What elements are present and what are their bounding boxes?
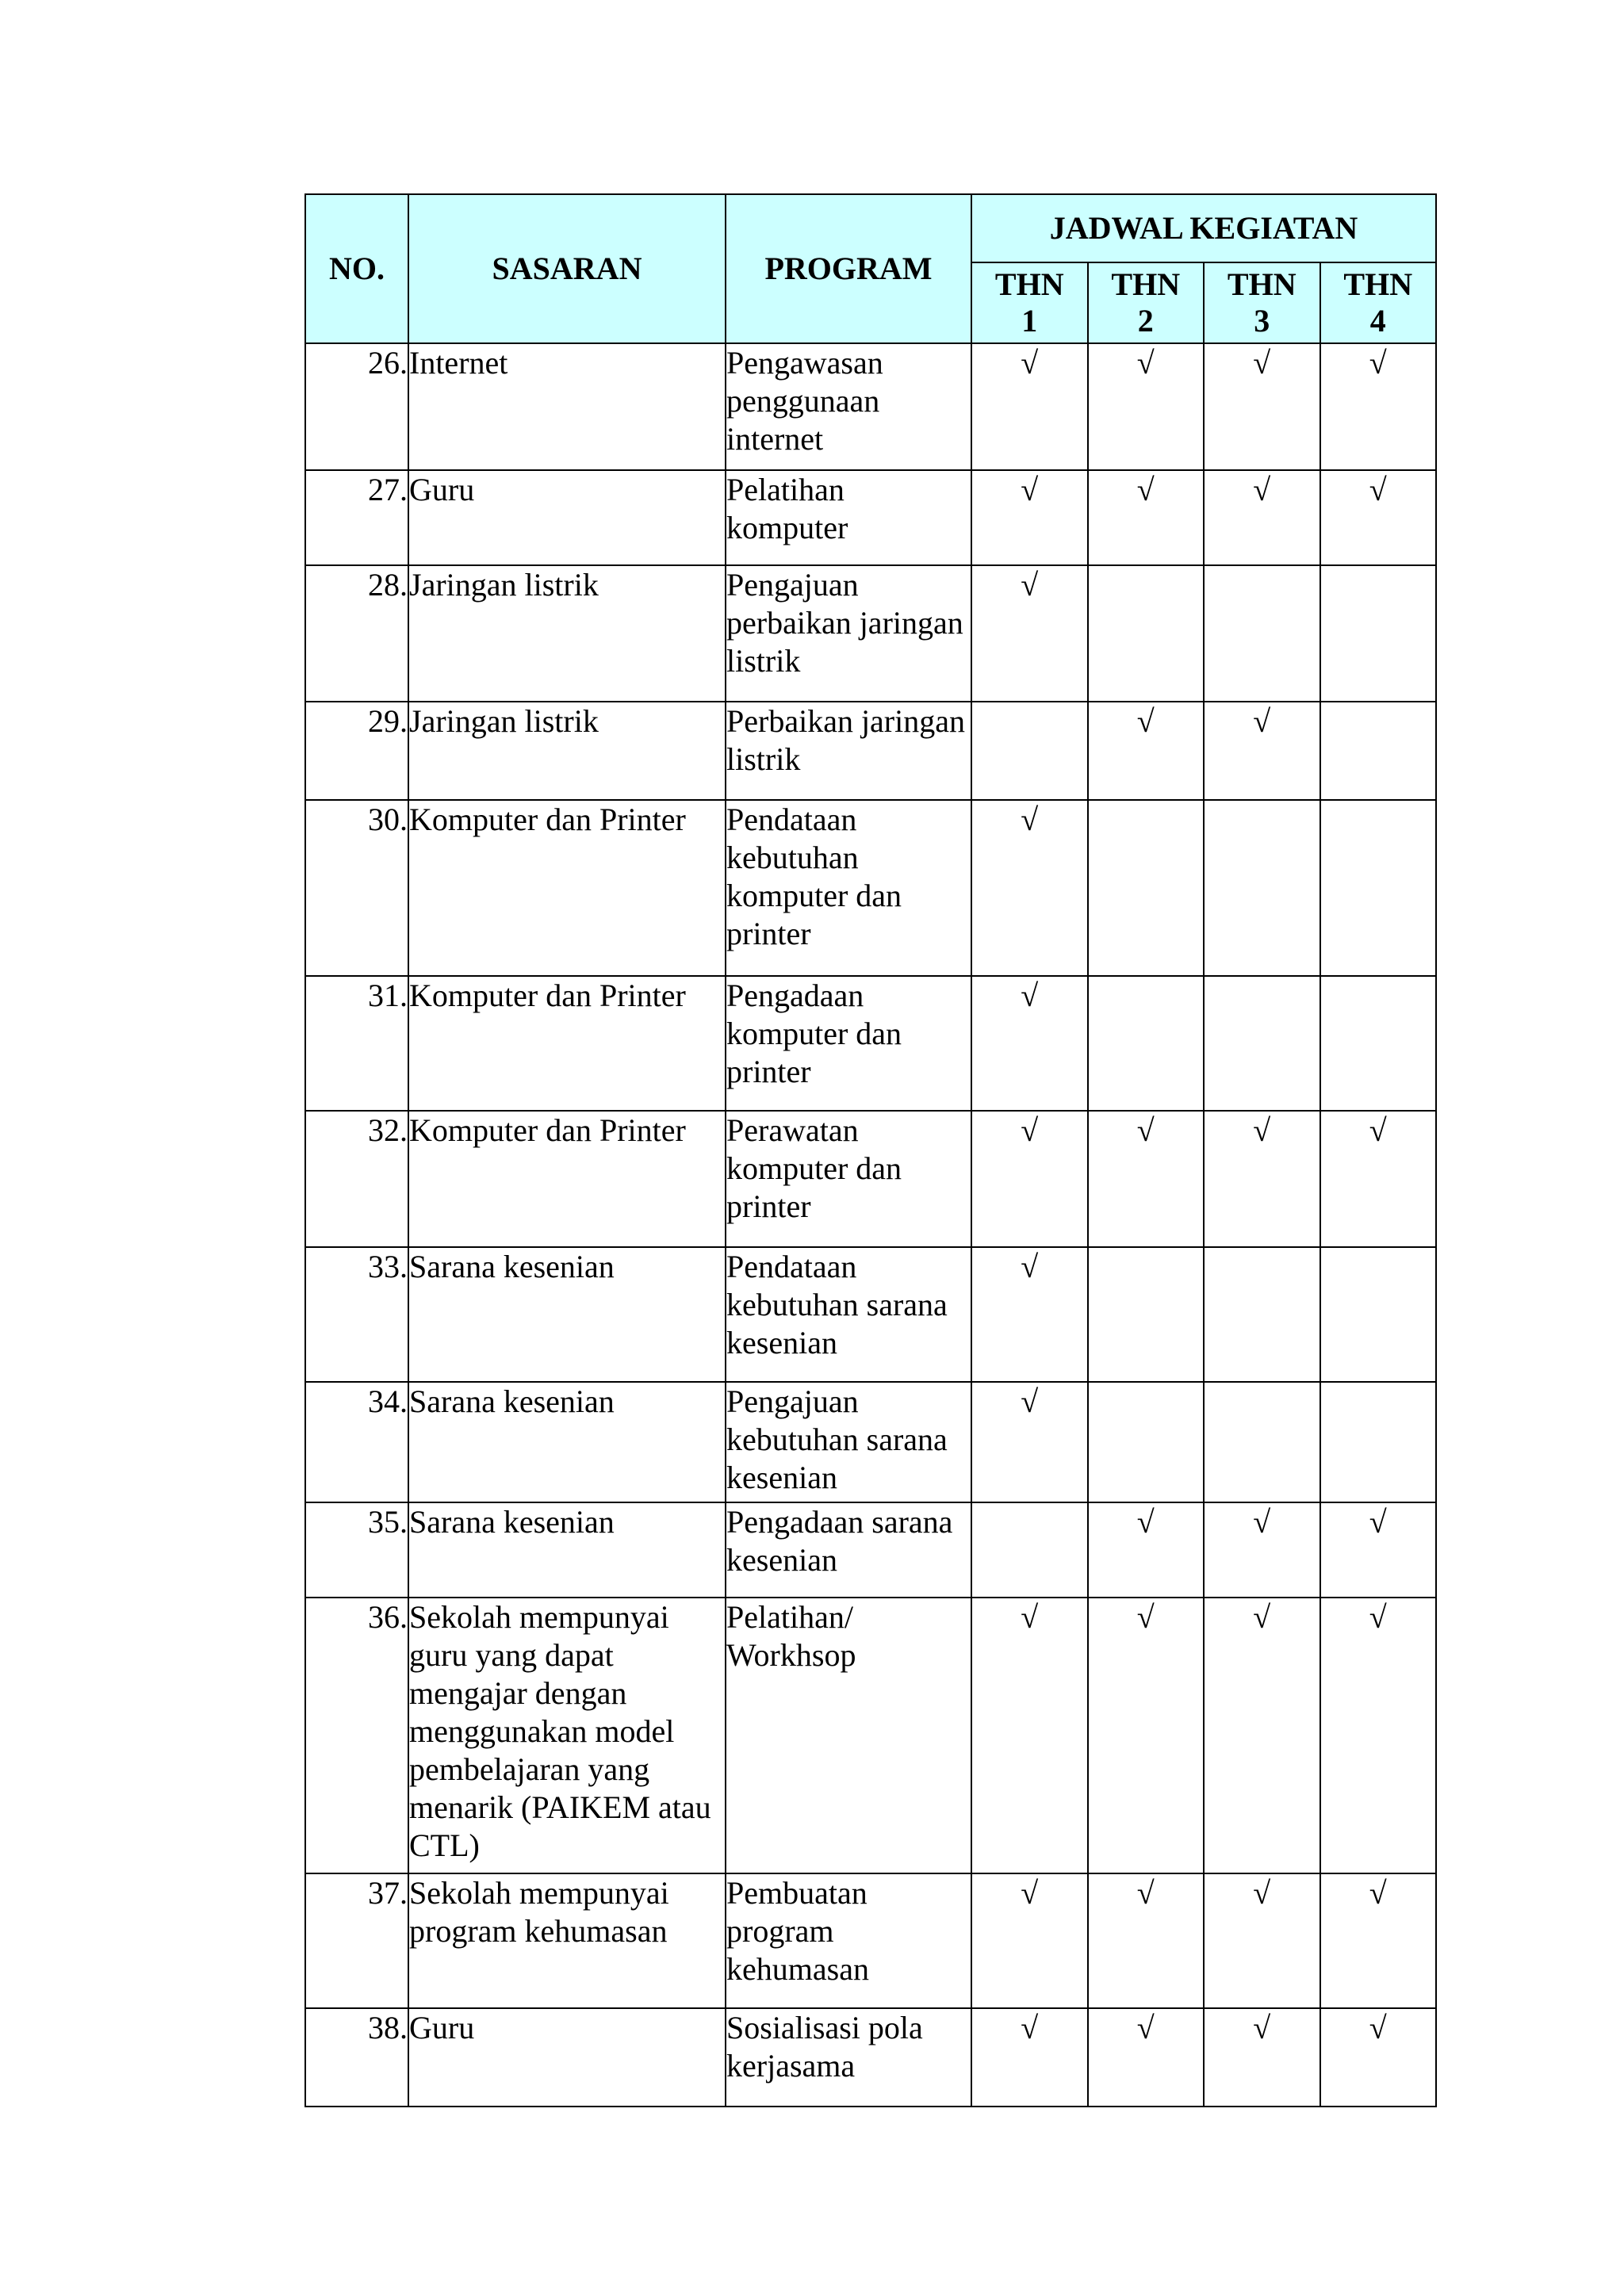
check-mark-icon: √ <box>1369 2010 1387 2045</box>
check-mark-icon: √ <box>1253 703 1271 739</box>
schedule-cell-year-3 <box>1204 1382 1320 1502</box>
table-row <box>305 1247 1436 1382</box>
check-mark-icon: √ <box>1021 472 1039 507</box>
schedule-cell-year-3 <box>1204 470 1320 565</box>
row-sasaran: Sarana kesenian <box>408 1247 726 1382</box>
header-year-number: 2 <box>1137 303 1154 339</box>
schedule-cell-year-1 <box>971 1502 1088 1598</box>
schedule-cell-year-1 <box>971 800 1088 976</box>
table-row <box>305 565 1436 702</box>
schedule-cell-year-3 <box>1204 1502 1320 1598</box>
check-mark-icon: √ <box>1136 2010 1155 2045</box>
row-number: 29. <box>305 702 408 800</box>
check-mark-icon: √ <box>1136 1875 1155 1911</box>
row-number: 38. <box>305 2008 408 2107</box>
row-number: 30. <box>305 800 408 976</box>
row-sasaran: Komputer dan Printer <box>408 976 726 1111</box>
header-no: NO. <box>305 194 408 343</box>
row-sasaran: Jaringan listrik <box>408 702 726 800</box>
schedule-cell-year-3 <box>1204 1873 1320 2008</box>
row-program: Pendataan kebutuhan sarana kesenian <box>726 1247 971 1382</box>
schedule-cell-year-4 <box>1320 1382 1437 1502</box>
row-program: Pengawasan penggunaan internet <box>726 343 971 470</box>
schedule-cell-year-1 <box>971 343 1088 470</box>
header-year-1 <box>971 262 1088 343</box>
schedule-cell-year-2 <box>1088 1873 1205 2008</box>
schedule-cell-year-3 <box>1204 702 1320 800</box>
check-mark-icon: √ <box>1369 472 1387 507</box>
row-sasaran: Internet <box>408 343 726 470</box>
table-row <box>305 470 1436 565</box>
schedule-cell-year-3 <box>1204 976 1320 1111</box>
schedule-cell-year-2 <box>1088 565 1205 702</box>
check-mark-icon: √ <box>1021 1249 1039 1284</box>
schedule-cell-year-2 <box>1088 1598 1205 1873</box>
table-row <box>305 976 1436 1111</box>
schedule-cell-year-4 <box>1320 1873 1437 2008</box>
row-number: 28. <box>305 565 408 702</box>
row-sasaran: Sarana kesenian <box>408 1382 726 1502</box>
schedule-cell-year-2 <box>1088 1502 1205 1598</box>
check-mark-icon: √ <box>1021 978 1039 1013</box>
schedule-cell-year-1 <box>971 2008 1088 2107</box>
check-mark-icon: √ <box>1136 472 1155 507</box>
check-mark-icon: √ <box>1136 345 1155 381</box>
row-number: 27. <box>305 470 408 565</box>
row-program: Perawatan komputer dan printer <box>726 1111 971 1247</box>
check-mark-icon: √ <box>1253 2010 1271 2045</box>
schedule-cell-year-4 <box>1320 565 1437 702</box>
check-mark-icon: √ <box>1021 1599 1039 1635</box>
header-year-number: 4 <box>1369 303 1386 339</box>
row-sasaran: Jaringan listrik <box>408 565 726 702</box>
header-year-prefix: THN <box>1343 266 1413 302</box>
schedule-cell-year-4 <box>1320 702 1437 800</box>
schedule-cell-year-1 <box>971 1382 1088 1502</box>
row-program: Sosialisasi pola kerjasama <box>726 2008 971 2107</box>
schedule-cell-year-4 <box>1320 2008 1437 2107</box>
header-year-2 <box>1088 262 1205 343</box>
row-sasaran: Sarana kesenian <box>408 1502 726 1598</box>
schedule-cell-year-2 <box>1088 1247 1205 1382</box>
check-mark-icon: √ <box>1253 1504 1271 1540</box>
check-mark-icon: √ <box>1021 2010 1039 2045</box>
schedule-cell-year-1 <box>971 565 1088 702</box>
row-number: 37. <box>305 1873 408 2008</box>
schedule-cell-year-3 <box>1204 1111 1320 1247</box>
row-sasaran: Komputer dan Printer <box>408 1111 726 1247</box>
check-mark-icon: √ <box>1369 1875 1387 1911</box>
row-number: 31. <box>305 976 408 1111</box>
schedule-table <box>304 193 1437 2107</box>
header-year-number: 3 <box>1254 303 1270 339</box>
schedule-cell-year-3 <box>1204 800 1320 976</box>
header-year-prefix: THN <box>1111 266 1181 302</box>
check-mark-icon: √ <box>1253 1112 1271 1148</box>
row-program: Pelatihan/ Workhsop <box>726 1598 971 1873</box>
row-number: 34. <box>305 1382 408 1502</box>
schedule-cell-year-1 <box>971 702 1088 800</box>
table-row <box>305 1598 1436 1873</box>
schedule-cell-year-2 <box>1088 976 1205 1111</box>
row-number: 26. <box>305 343 408 470</box>
schedule-cell-year-2 <box>1088 1382 1205 1502</box>
row-sasaran: Guru <box>408 470 726 565</box>
check-mark-icon: √ <box>1021 1875 1039 1911</box>
check-mark-icon: √ <box>1369 1504 1387 1540</box>
schedule-cell-year-2 <box>1088 1111 1205 1247</box>
check-mark-icon: √ <box>1021 567 1039 603</box>
schedule-cell-year-4 <box>1320 1247 1437 1382</box>
schedule-cell-year-2 <box>1088 702 1205 800</box>
schedule-cell-year-1 <box>971 1111 1088 1247</box>
row-number: 36. <box>305 1598 408 1873</box>
schedule-cell-year-1 <box>971 1873 1088 2008</box>
header-program: PROGRAM <box>726 194 971 343</box>
schedule-cell-year-1 <box>971 976 1088 1111</box>
check-mark-icon: √ <box>1136 1504 1155 1540</box>
check-mark-icon: √ <box>1253 1599 1271 1635</box>
check-mark-icon: √ <box>1369 1599 1387 1635</box>
schedule-cell-year-4 <box>1320 800 1437 976</box>
schedule-cell-year-4 <box>1320 976 1437 1111</box>
schedule-cell-year-4 <box>1320 470 1437 565</box>
row-program: Pengadaan sarana kesenian <box>726 1502 971 1598</box>
row-program: Pengajuan kebutuhan sarana kesenian <box>726 1382 971 1502</box>
check-mark-icon: √ <box>1253 472 1271 507</box>
table-row <box>305 800 1436 976</box>
row-number: 35. <box>305 1502 408 1598</box>
check-mark-icon: √ <box>1253 1875 1271 1911</box>
check-mark-icon: √ <box>1021 1112 1039 1148</box>
row-program: Pengajuan perbaikan jaringan listrik <box>726 565 971 702</box>
schedule-cell-year-3 <box>1204 565 1320 702</box>
row-sasaran: Guru <box>408 2008 726 2107</box>
schedule-cell-year-3 <box>1204 2008 1320 2107</box>
table-row <box>305 1873 1436 2008</box>
row-program: Pembuatan program kehumasan <box>726 1873 971 2008</box>
table-row <box>305 343 1436 470</box>
schedule-cell-year-1 <box>971 470 1088 565</box>
schedule-cell-year-2 <box>1088 343 1205 470</box>
schedule-cell-year-4 <box>1320 1111 1437 1247</box>
row-program: Perbaikan jaringan listrik <box>726 702 971 800</box>
schedule-cell-year-3 <box>1204 1247 1320 1382</box>
check-mark-icon: √ <box>1021 1383 1039 1419</box>
schedule-cell-year-2 <box>1088 2008 1205 2107</box>
row-number: 33. <box>305 1247 408 1382</box>
header-year-prefix: THN <box>1227 266 1297 302</box>
check-mark-icon: √ <box>1136 1112 1155 1148</box>
schedule-cell-year-1 <box>971 1247 1088 1382</box>
check-mark-icon: √ <box>1021 802 1039 837</box>
row-sasaran: Komputer dan Printer <box>408 800 726 976</box>
schedule-cell-year-4 <box>1320 1502 1437 1598</box>
header-year-3 <box>1204 262 1320 343</box>
table-row <box>305 1111 1436 1247</box>
schedule-cell-year-4 <box>1320 343 1437 470</box>
check-mark-icon: √ <box>1136 703 1155 739</box>
table-header <box>305 194 1436 343</box>
check-mark-icon: √ <box>1369 345 1387 381</box>
check-mark-icon: √ <box>1253 345 1271 381</box>
header-sasaran: SASARAN <box>408 194 726 343</box>
row-program: Pengadaan komputer dan printer <box>726 976 971 1111</box>
table-row <box>305 1502 1436 1598</box>
header-year-number: 1 <box>1021 303 1038 339</box>
check-mark-icon: √ <box>1021 345 1039 381</box>
check-mark-icon: √ <box>1369 1112 1387 1148</box>
schedule-cell-year-4 <box>1320 1598 1437 1873</box>
table-row <box>305 702 1436 800</box>
schedule-cell-year-1 <box>971 1598 1088 1873</box>
header-jadwal-kegiatan: JADWAL KEGIATAN <box>971 194 1436 262</box>
schedule-cell-year-3 <box>1204 343 1320 470</box>
row-program: Pelatihan komputer <box>726 470 971 565</box>
table-row <box>305 2008 1436 2107</box>
header-year-prefix: THN <box>994 266 1064 302</box>
check-mark-icon: √ <box>1136 1599 1155 1635</box>
header-year-4 <box>1320 262 1437 343</box>
row-sasaran: Sekolah mempunyai guru yang dapat mengajar dengan menggunakan model pembelajaran yang menarik (PAIKEM atau CTL) <box>408 1598 726 1873</box>
row-program: Pendataan kebutuhan komputer dan printer <box>726 800 971 976</box>
schedule-cell-year-3 <box>1204 1598 1320 1873</box>
row-number: 32. <box>305 1111 408 1247</box>
schedule-cell-year-2 <box>1088 470 1205 565</box>
schedule-cell-year-2 <box>1088 800 1205 976</box>
row-sasaran: Sekolah mempunyai program kehumasan <box>408 1873 726 2008</box>
table-body <box>305 343 1436 2107</box>
table-row <box>305 1382 1436 1502</box>
